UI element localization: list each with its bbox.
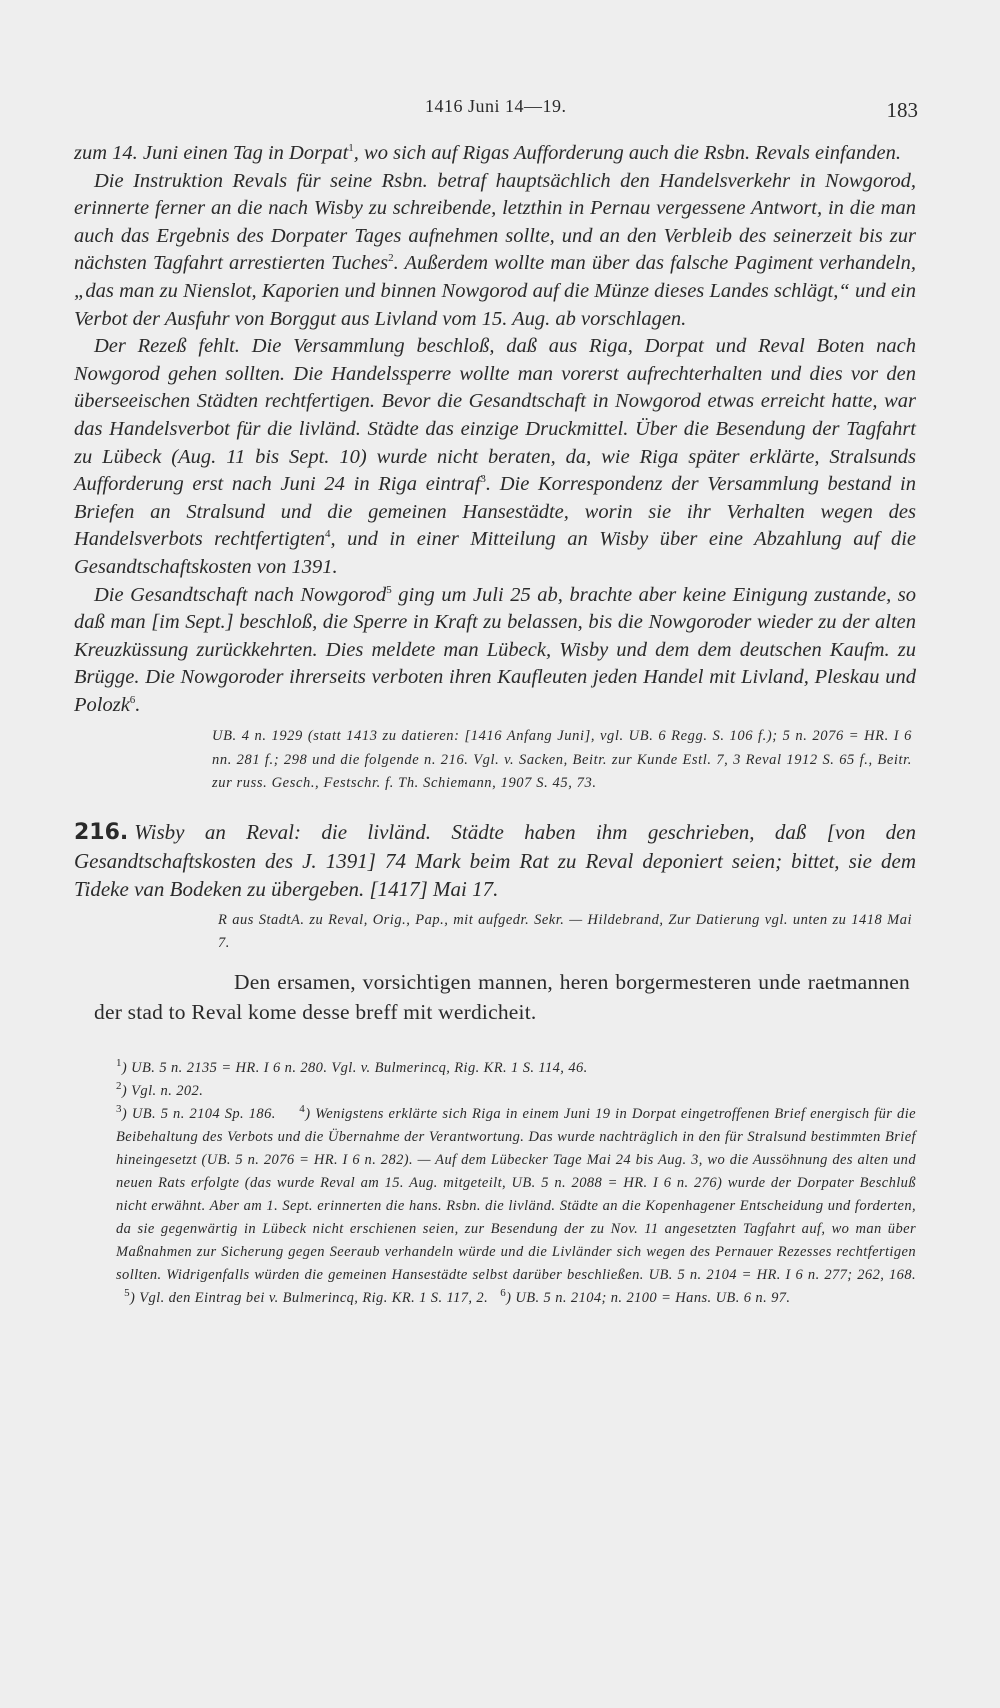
paragraph-1: zum 14. Juni einen Tag in Dorpat$^1$, wo sich auf Rigas Aufforderung auch die Rsbn. Revals einfanden. (74, 142, 901, 164)
paragraph-4: Die Gesandtschaft nach Nowgorod$^5$ ging um Juli 25 ab, brachte aber keine Einigung zustande, so daß man [im Sept.] beschloß, die Sperre in Kraft zu belassen, bis die Nowgoroder wieder zu der alten Kreuzküssung zurückkehrten. Dies meldete man Lübeck, Wisby und dem dem deutschen Kaufm. zu Brügge. Die Nowgoroder ihrerseits verboten ihren Kaufleuten jeden Handel mit Livland, Pleskau und Polozk$^6$. (74, 583, 916, 716)
footnote: $^3$) UB. 5 n. 2104 Sp. 186. $^4$) Wenigstens erklärte sich Riga in einem Juni 19 in Dorpat eingetroffenen Brief energisch für die Beibehaltung des Verbots und die Übernahme der Verantwortung. Das wurde nachträglich in den für Stralsund bestimmten Brief hineingesetzt (UB. 5 n. 2076 = HR. I 6 n. 282). — Auf dem Lübecker Tage Mai 24 bis Aug. 3, wo die Aussöhnung des alten und neuen Rats erfolgte (das wurde Reval am 15. Aug. mitgeteilt, UB. 5 n. 2088 = HR. I 6 n. 276) wurde der Dorpater Beschluß nicht erwähnt. Aber am 1. Sept. erinnerten die hans. Rsbn. die livländ. Städte an die Kopenhagener Entscheidung und forderten, da sie gegenwärtig in Lübeck nicht erschienen seien, zur Besendung der zu Nov. 11 angesetzten Tagfahrt auf, wo man über Maßnahmen zur Sicherung gegen Seeraub verhandeln würde und die Livländer sich wegen des Pernauer Rezesses rechtfertigen sollten. Widrigenfalls würden die gemeinen Hansestädte selbst darüber beschließen. UB. 5 n. 2104 = HR. I 6 n. 277; 262, 168. $^5$) Vgl. den Eintrag bei v. Bulmerincq, Rig. KR. 1 S. 117, 2. $^6$) UB. 5 n. 2104; n. 2100 = Hans. UB. 6 n. 97. (116, 1103, 916, 1306)
running-title: 1416 Juni 14—19. (425, 96, 567, 116)
page-number: 183 (886, 98, 918, 122)
source-note: UB. 4 n. 1929 (statt 1413 zu datieren: [1416 Anfang Juni], vgl. UB. 6 Regg. S. 106 f.); 5 n. 2076 = HR. I 6 nn. 281 f.; 298 und die folgende n. 216. Vgl. v. Sacken, Beitr. zur Kunde Estl. 7, 3 Reval 1912 S. 65 f., Beitr. zur russ. Gesch., Festschr. f. Th. Schiemann, 1907 S. 45, 73. (212, 728, 912, 792)
footnote-ref[interactable]: 2 (388, 252, 394, 265)
footnote-ref[interactable]: 5 (386, 583, 392, 596)
paragraph-3: Der Rezeß fehlt. Die Versammlung beschloß, daß aus Riga, Dorpat und Reval Boten nach Nowgorod gehen sollten. Die Handelssperre wollte man vorerst aufrechterhalten und dies vor den überseeischen Städten rechtfertigen. Bevor die Gesandtschaft in Nowgorod etwas erreicht hatte, war das Handelsverbot für die livländ. Städte das einzige Druckmittel. Über die Besendung der Tagfahrt zu Lübeck (Aug. 11 bis Sept. 10) wurde nicht beraten, da, wie Riga später erklärte, Stralsunds Aufforderung erst nach Juni 24 in Riga eintraf$^3$. Die Korrespondenz der Versammlung bestand in Briefen an Stralsund und die gemeinen Hansestädte, worin sie ihr Verhalten wegen des Handelsverbots rechtfertigten$^4$, und in einer Mitteilung an Wisby über eine Abzahlung auf die Gesandtschaftskosten von 1391. (74, 335, 916, 578)
entry-number: 216. (74, 819, 129, 845)
footnotes (74, 1057, 916, 1310)
footnote-ref[interactable]: 4 (325, 528, 331, 541)
footnote-ref[interactable]: 6 (129, 694, 136, 707)
entry-216 (74, 818, 916, 903)
paragraph-2: Die Instruktion Revals für seine Rsbn. betraf hauptsächlich den Handelsverkehr in Nowgorod, erinnerte ferner an die nach Wisby zu schreibende, letzthin in Pernau vergessene Antwort, in die man auch das Ergebnis des Dorpater Tages aufnehmen sollte, und an den Verbleib des seinerzeit bis zur nächsten Tagfahrt arrestierten Tuches$^2$. Außerdem wollte man über das falsche Pagiment verhandeln, „das man zu Nienslot, Kaporien und binnen Nowgorod auf die Münze dieses Landes schlägt,“ und ein Verbot der Ausfuhr von Borggut aus Livland vom 15. Aug. ab vorschlagen. (74, 169, 916, 330)
entry-source: R aus StadtA. zu Reval, Orig., Pap., mit aufgedr. Sekr. — Hildebrand, Zur Datierung vgl. unten zu 1418 Mai 7. (218, 911, 912, 951)
letter-text: Den ersamen, vorsichtigen mannen, heren borgermesteren unde raetmannen der stad to Reval kome desse breff mit werdicheit. (94, 969, 910, 1024)
footnote: $^1$) UB. 5 n. 2135 = HR. I 6 n. 280. Vgl. v. Bulmerincq, Rig. KR. 1 S. 114, 46. (116, 1057, 588, 1076)
page-header (0, 96, 1000, 126)
footnote-ref[interactable]: 1 (348, 142, 354, 155)
footnote-ref[interactable]: 3 (480, 473, 486, 486)
entry-summary: Wisby an Reval: die livländ. Städte haben ihm geschrieben, daß [von den Gesandtschaftskosten des J. 1391] 74 Mark beim Rat zu Reval deponiert seien; bittet, sie dem Tideke van Bodeken zu übergeben. [1417] Mai 17. (74, 819, 916, 901)
footnote: $^2$) Vgl. n. 202. (116, 1080, 204, 1099)
page-body (74, 140, 916, 1310)
